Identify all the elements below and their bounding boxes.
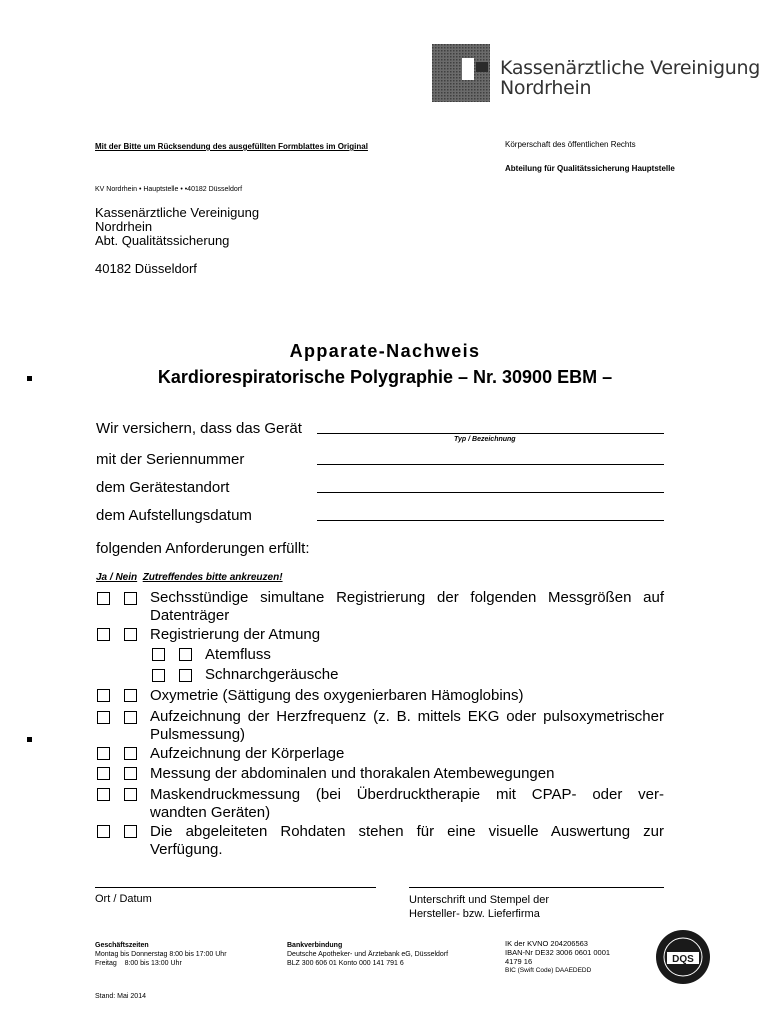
place-date-line[interactable] [95,887,376,888]
sender-line: KV Nordrhein • Hauptstelle • •40182 Düsseldorf [95,186,243,193]
item-5-yes-checkbox[interactable] [97,747,110,760]
location-input[interactable] [317,492,664,493]
item-2a-yes-checkbox[interactable] [152,648,165,661]
item-3-yes-checkbox[interactable] [97,689,110,702]
device-label: Wir versichern, dass das Gerät [96,420,302,437]
item-5-text: Aufzeichnung der Körperlage [150,745,345,762]
item-3-no-checkbox[interactable] [124,689,137,702]
logo-line-1: Kassenärztliche Vereinigung [500,57,760,79]
revision-date: Stand: Mai 2014 [95,993,146,1000]
item-2-yes-checkbox[interactable] [97,628,110,641]
item-5-no-checkbox[interactable] [124,747,137,760]
return-note: Mit der Bitte um Rücksendung des ausgefüllten Formblattes im Original [95,142,368,151]
item-3-text: Oxymetrie (Sättigung des oxygenierbaren Hämoglobins) [150,687,524,704]
tick-header [96,572,283,583]
item-2-no-checkbox[interactable] [124,628,137,641]
item-2b-no-checkbox[interactable] [179,669,192,682]
date-label: dem Aufstellungsdatum [96,507,252,524]
item-2a-no-checkbox[interactable] [179,648,192,661]
item-4-text: Aufzeichnung der Herzfrequenz (z. B. mittels EKG oder pulsoxymetrischer Pulsmessung) [150,708,664,743]
seal-label: DQS [672,954,694,965]
signature-label: Unterschrift und Stempel der Hersteller- bzw. Lieferfirma [409,894,550,920]
requirements-intro: folgenden Anforderungen erfüllt: [96,540,310,557]
address-line-2: Nordrhein [95,219,153,234]
item-2a-text: Atemfluss [205,646,271,663]
place-date-label: Ort / Datum [95,893,152,905]
corporation-note: Körperschaft des öffentlichen Rechts [505,140,636,149]
date-input[interactable] [317,520,664,521]
footer-ids: IK der KVNO 204206563 IBAN-Nr DE32 3006 0601 0001 4179 16 BIC (Swift Code) DAAEDEDD [505,939,611,974]
kv-logo-mark-icon [432,44,490,102]
footer-hours: Geschäftszeiten Montag bis Donnerstag 8:00 bis 17:00 Uhr Freitag 8:00 bis 13:00 Uhr [95,942,227,967]
logo-line-2: Nordrhein [500,77,592,99]
item-7-yes-checkbox[interactable] [97,788,110,801]
item-8-yes-checkbox[interactable] [97,825,110,838]
address-city: 40182 Düsseldorf [95,261,197,276]
address-line-3: Abt. Qualitätssicherung [95,233,230,248]
serial-label: mit der Seriennummer [96,451,245,468]
item-6-yes-checkbox[interactable] [97,767,110,780]
form-subtitle: Kardiorespiratorische Polygraphie – Nr. 30900 EBM – [157,367,613,387]
item-4-yes-checkbox[interactable] [97,711,110,724]
location-label: dem Gerätestandort [96,479,230,496]
item-7-no-checkbox[interactable] [124,788,137,801]
item-8-no-checkbox[interactable] [124,825,137,838]
kv-logo-text [500,58,760,98]
item-2b-yes-checkbox[interactable] [152,669,165,682]
item-7-text: Maskendruckmessung (bei Überdrucktherapie mit CPAP- oder ver- wandten Geräten) [150,786,664,821]
item-6-text: Messung der abdominalen und thorakalen Atembewegungen [150,765,555,782]
margin-mark-2 [27,737,32,742]
item-1-no-checkbox[interactable] [124,592,137,605]
yes-no-header: Ja / Nein [96,572,138,583]
signature-line[interactable] [409,887,664,888]
item-8-text: Die abgeleiteten Rohdaten stehen für eine visuelle Auswertung zur Verfügung. [150,823,664,858]
address-line-1: Kassenärztliche Vereinigung [95,205,260,220]
item-2-text: Registrierung der Atmung [150,626,321,643]
item-2b-text: Schnarchgeräusche [205,666,339,683]
tick-hint: Zutreffendes bitte ankreuzen! [142,572,283,583]
department-note: Abteilung für Qualitätssicherung Hauptstelle [505,164,675,173]
dqs-certification-seal-icon [654,928,712,986]
form-title: Apparate-Nachweis [289,341,481,361]
recipient-address [95,206,259,276]
device-input[interactable] [317,433,664,434]
footer-bank: Bankverbindung Deutsche Apotheker- und Ärztebank eG, Düsseldorf BLZ 300 606 01 Konto 000 141 791 6 [287,942,449,967]
item-1-text: Sechsstündige simultane Registrierung der folgenden Messgrößen auf Datenträger [150,589,664,624]
serial-input[interactable] [317,464,664,465]
item-4-no-checkbox[interactable] [124,711,137,724]
item-6-no-checkbox[interactable] [124,767,137,780]
item-1-yes-checkbox[interactable] [97,592,110,605]
device-hint: Typ / Bezeichnung [454,436,516,443]
